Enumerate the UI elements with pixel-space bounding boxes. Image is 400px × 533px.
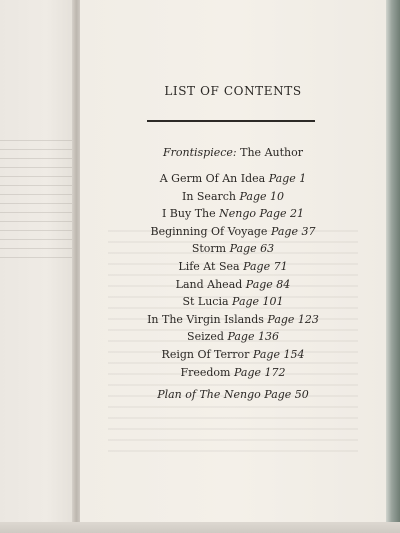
entry-title: In Search xyxy=(181,189,237,203)
plan-vessel: Nengo xyxy=(223,388,261,401)
entry-title: Land Ahead xyxy=(175,277,243,291)
entry-title: Beginning Of Voyage xyxy=(150,224,268,238)
contents-entry xyxy=(80,276,386,294)
contents-entry xyxy=(80,328,386,346)
entry-page: Page 136 xyxy=(227,330,279,344)
entry-page: Page 63 xyxy=(229,242,275,256)
facing-page xyxy=(0,0,78,533)
contents-entry xyxy=(80,311,386,329)
contents-entry xyxy=(80,223,386,241)
entry-page: Page 84 xyxy=(245,277,291,291)
facing-page-texture xyxy=(0,140,72,260)
entry-page: Page 101 xyxy=(232,295,284,309)
plan-page: Page 50 xyxy=(264,388,309,401)
entry-title: Life At Sea xyxy=(178,259,240,273)
entry-page: Page 123 xyxy=(267,312,319,326)
entry-title-vessel: Nengo xyxy=(219,207,257,221)
entry-title: St Lucia xyxy=(182,295,229,309)
entry-page: Page 172 xyxy=(234,365,286,379)
contents-entry xyxy=(80,293,386,311)
contents-entry xyxy=(80,188,386,206)
frontispiece-value: The Author xyxy=(240,146,303,159)
entry-page: Page 10 xyxy=(239,189,285,203)
contents-entry xyxy=(80,258,386,276)
entry-title: Reign Of Terror xyxy=(161,347,250,361)
entry-page: Page 71 xyxy=(243,259,288,273)
contents-page xyxy=(80,0,386,533)
entry-title: Freedom xyxy=(180,365,231,379)
page-title: LIST OF CONTENTS xyxy=(164,84,302,98)
page-bottom-edge xyxy=(0,522,400,533)
frontispiece-label: Frontispiece: xyxy=(163,146,237,159)
contents-list xyxy=(80,170,386,381)
entry-page: Page 37 xyxy=(270,224,316,238)
entry-page: Page 154 xyxy=(252,347,305,361)
contents-entry xyxy=(80,364,386,382)
cover-edge xyxy=(386,0,400,533)
entry-title: In The Virgin Islands xyxy=(147,312,264,326)
plan-entry xyxy=(80,388,386,401)
entry-page: Page 1 xyxy=(268,172,307,185)
entry-title: A Germ Of An Idea xyxy=(159,172,266,185)
title-rule xyxy=(147,120,315,122)
contents-entry xyxy=(80,170,386,188)
contents-entry xyxy=(80,240,386,258)
entry-title-prefix: I Buy The xyxy=(161,207,220,221)
contents-entry xyxy=(80,346,386,364)
entry-title: Seized xyxy=(187,330,224,344)
plan-prefix: Plan of The xyxy=(157,388,221,401)
frontispiece-line xyxy=(80,146,386,159)
entry-title: Storm xyxy=(191,242,227,256)
entry-page: Page 21 xyxy=(259,207,305,221)
contents-entry xyxy=(80,205,386,223)
